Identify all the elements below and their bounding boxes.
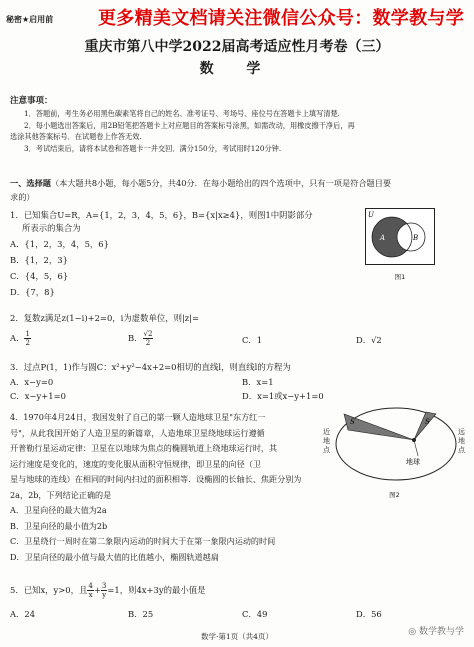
q5-fraction-2: $\frac{3}{y}$ — [101, 582, 107, 599]
q4-line: 星与地球的连线）在相同的时间内扫过的面积相等．设椭圆的长轴长、焦距分别为 — [10, 474, 302, 484]
q3-option-c: C．x−y+1=0 — [10, 391, 66, 401]
q5-option-c: C．49 — [242, 609, 268, 619]
section-heading-text-2: 求的） — [10, 192, 35, 202]
venn-a-label: A — [380, 234, 386, 242]
question-3 — [10, 361, 291, 374]
q2-option-c: C．1 — [242, 335, 263, 345]
q4-line: 号"，从此我国开始了人造卫星的新篇章，人造地球卫星绕地球运行遵循 — [10, 427, 265, 438]
venn-u-label: U — [368, 211, 374, 219]
notice-item: 2．每小题选出答案后，用2B铅笔把答题卡上对应题目的答案标号涂黑，如需改动，用橡皮擦干净后，再 — [24, 120, 355, 130]
q5-options — [10, 608, 464, 622]
near-point-label: 近地点 — [323, 428, 330, 454]
q2-option-d: D．√2 — [356, 335, 382, 345]
area-s-label-right: S — [425, 418, 430, 426]
q4-line: 2a，2b，下列结论正确的是 — [10, 489, 112, 500]
question-1 — [10, 209, 313, 299]
q3-option-b: B．x=1 — [242, 377, 274, 387]
q5-option-d: D．56 — [356, 609, 382, 619]
exam-title: 重庆市第八中学2022届高考适应性月考卷（三） — [84, 39, 390, 55]
q1-option-b: B．{1，2，3} — [10, 255, 68, 265]
q1-option-a: A．{1，2，3，4，5，6} — [10, 239, 109, 249]
page-footer: 数学·第1页（共4页） — [201, 632, 273, 641]
q4-option-c: C．卫星绕行一周时在第二象限内运动的时间大于在第一象限内运动的时间 — [10, 536, 276, 546]
section-heading-text: （本大题共8小题，每小题5分，共40分．在每小题给出的四个选项中，只有一项是符合题目要 — [50, 178, 392, 188]
area-s-label-left: S — [350, 418, 355, 426]
fig2-caption: 图2 — [389, 491, 400, 499]
question-5: 5．已知x，y>0，且 $\frac{4}{x}$ + $\frac{3}{y}$ =1，则4x+3y的最小值是 — [10, 582, 206, 599]
earth-label: 地球 — [406, 458, 420, 466]
notice-item: 1．答题前，考生务必用黑色碳素笔将自己的姓名、准考证号、考场号、座位号在答题卡上填写清楚. — [24, 109, 340, 118]
q3-option-a: A．x−y=0 — [10, 377, 54, 387]
notice-item: 选涂其他答案标号．在试题卷上作答无效. — [10, 132, 142, 141]
watermark-logo: ◎ 数学教与学 — [408, 627, 464, 637]
question-2 — [10, 312, 199, 325]
secret-label: 秘密★启用前 — [6, 15, 54, 24]
promo-banner: 更多精美文档请关注微信公众号：数学教与学 — [98, 8, 464, 29]
section-heading-bold: 一、选择题 — [10, 178, 51, 188]
q4-option-d: D．卫星向径的最小值与最大值的比值越小，椭圆轨道越扁 — [10, 551, 219, 562]
q5-option-a: A．24 — [10, 609, 36, 619]
exam-subject: 数 学 — [199, 61, 275, 77]
q5-option-b: B．25 — [128, 609, 154, 619]
venn-b-label: B — [413, 234, 419, 242]
q1-stem-line: 1．已知集合U=R，A={1，2，3，4，5，6}，B={x|x≥4}，则图1中阴影部分 — [10, 210, 313, 220]
orbit-figure — [322, 400, 467, 499]
question-4 — [10, 410, 301, 565]
q1-option-d: D．{7，8} — [10, 287, 55, 297]
venn-figure — [365, 208, 435, 281]
q2-stem: 2．复数z满足z(1−i)+2=0，i为虚数单位，则|z|= — [10, 313, 200, 323]
q4-line: 运行速度是变化的，速度的变化服从面积守恒规律，即卫星的向径（卫 — [10, 458, 261, 469]
far-point-label: 远地点 — [458, 428, 465, 454]
orbit-diagram — [322, 400, 467, 492]
q2-option-b: B． $\frac{√2}{2}$ — [128, 330, 153, 347]
q3-stem: 3．过点P(1，1)作与圆C：x²+y²−4x+2=0相切的直线l，则直线l的方程为 — [10, 362, 291, 372]
q4-option-b: B．卫星向径的最小值为2b — [10, 520, 108, 531]
q3-option-d: D．x=1或x−y+1=0 — [242, 391, 324, 401]
notice-list — [10, 108, 465, 154]
q4-line: 4．1970年4月24日，我国发射了自己的第一颗人造地球卫星"东方红一 — [10, 412, 266, 422]
fig1-caption: 图1 — [394, 273, 406, 281]
section-heading — [10, 176, 470, 204]
venn-diagram — [365, 208, 435, 268]
q5-fraction-1: $\frac{4}{x}$ — [88, 582, 93, 599]
notice-item: 3．考试结束后，请将本试卷和答题卡一并交回．满分150分，考试用时120分钟. — [24, 143, 282, 153]
q1-stem-line: 所表示的集合为 — [22, 223, 81, 233]
q1-option-c: C．{4，5，6} — [10, 271, 69, 281]
q2-option-a: A． $\frac{1}{2}$ — [10, 330, 30, 347]
q4-option-a: A．卫星向径的最大值为2a — [10, 505, 107, 515]
notice-heading: 注意事项： — [10, 96, 53, 106]
q4-line: 开普勒行星运动定律：卫星在以地球为焦点的椭圆轨道上绕地球运行时，其 — [10, 443, 278, 453]
